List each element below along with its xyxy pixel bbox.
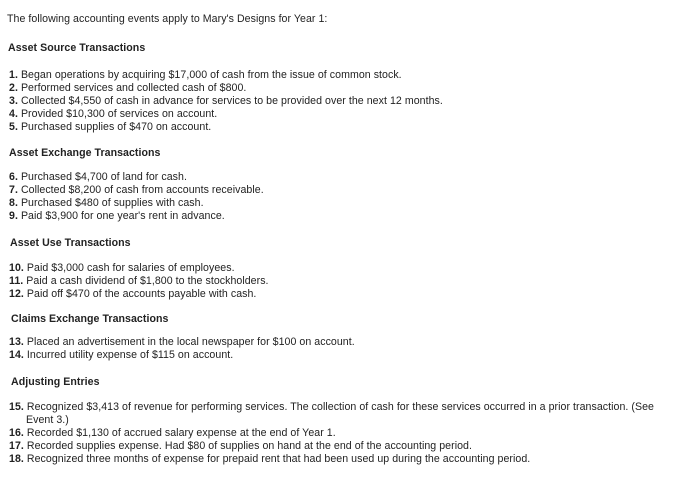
item-text: Placed an advertisement in the local newspaper for $100 on account. — [26, 336, 355, 348]
list-item — [9, 440, 472, 453]
item-number: 10. — [9, 262, 24, 274]
list-item — [9, 197, 204, 210]
list-item — [9, 453, 530, 466]
item-text: Paid $3,000 cash for salaries of employees. — [26, 262, 235, 274]
item-number: 11. — [9, 275, 24, 287]
section-heading-claims-exchange: Claims Exchange Transactions — [11, 313, 169, 325]
item-text: Purchased $4,700 of land for cash. — [20, 171, 187, 183]
item-text: Purchased $480 of supplies with cash. — [20, 197, 204, 209]
item-number: 12. — [9, 288, 24, 300]
section-heading-adjusting-entries: Adjusting Entries — [11, 376, 100, 388]
item-text: Incurred utility expense of $115 on account. — [26, 349, 234, 361]
intro-text: The following accounting events apply to Mary's Designs for Year 1: — [7, 13, 328, 25]
section-heading-asset-source: Asset Source Transactions — [8, 42, 146, 54]
item-text: Paid a cash dividend of $1,800 to the stockholders. — [26, 275, 269, 287]
list-item — [9, 427, 336, 440]
item-text: Recognized $3,413 of revenue for performing services. The collection of cash for these services occurred in a prior transaction. (See — [26, 401, 654, 413]
item-text: Began operations by acquiring $17,000 of cash from the issue of common stock. — [20, 69, 402, 81]
item-text: Recorded $1,130 of accrued salary expense at the end of Year 1. — [26, 427, 336, 439]
section-heading-asset-use: Asset Use Transactions — [10, 237, 131, 249]
list-item — [9, 288, 256, 301]
item-number: 18. — [9, 453, 24, 465]
item-number: 9. — [9, 210, 18, 222]
item-text: Collected $4,550 of cash in advance for services to be provided over the next 12 months. — [20, 95, 443, 107]
item-number: 7. — [9, 184, 18, 196]
section-heading-asset-exchange: Asset Exchange Transactions — [9, 147, 161, 159]
list-item — [9, 262, 235, 275]
item-number: 1. — [9, 69, 18, 81]
item-number: 16. — [9, 427, 24, 439]
item-text: Paid off $470 of the accounts payable with cash. — [26, 288, 257, 300]
item-number: 2. — [9, 82, 18, 94]
list-item — [9, 210, 225, 223]
item-number: 17. — [9, 440, 24, 452]
item-number: 14. — [9, 349, 24, 361]
list-item — [9, 336, 355, 349]
list-item — [9, 82, 246, 95]
list-item — [9, 275, 269, 288]
item-number: 4. — [9, 108, 18, 120]
item-number: 13. — [9, 336, 24, 348]
item-text: Collected $8,200 of cash from accounts receivable. — [20, 184, 264, 196]
item-number: 15. — [9, 401, 24, 413]
item-number: 5. — [9, 121, 18, 133]
list-item — [9, 171, 187, 184]
list-item — [9, 184, 264, 197]
list-item — [9, 108, 217, 121]
item-text: Recorded supplies expense. Had $80 of supplies on hand at the end of the accounting period. — [26, 440, 472, 452]
item-text: Paid $3,900 for one year's rent in advance. — [20, 210, 225, 222]
item-number: 6. — [9, 171, 18, 183]
list-item-continuation: Event 3.) — [26, 414, 69, 426]
list-item — [9, 69, 402, 82]
item-text: Performed services and collected cash of $800. — [20, 82, 247, 94]
item-text: Purchased supplies of $470 on account. — [20, 121, 212, 133]
item-number: 8. — [9, 197, 18, 209]
item-text: Recognized three months of expense for prepaid rent that had been used up during the accounting period. — [26, 453, 531, 465]
list-item — [9, 401, 654, 414]
item-text: Provided $10,300 of services on account. — [20, 108, 218, 120]
list-item — [9, 349, 233, 362]
item-number: 3. — [9, 95, 18, 107]
list-item — [9, 121, 211, 134]
list-item — [9, 95, 443, 108]
